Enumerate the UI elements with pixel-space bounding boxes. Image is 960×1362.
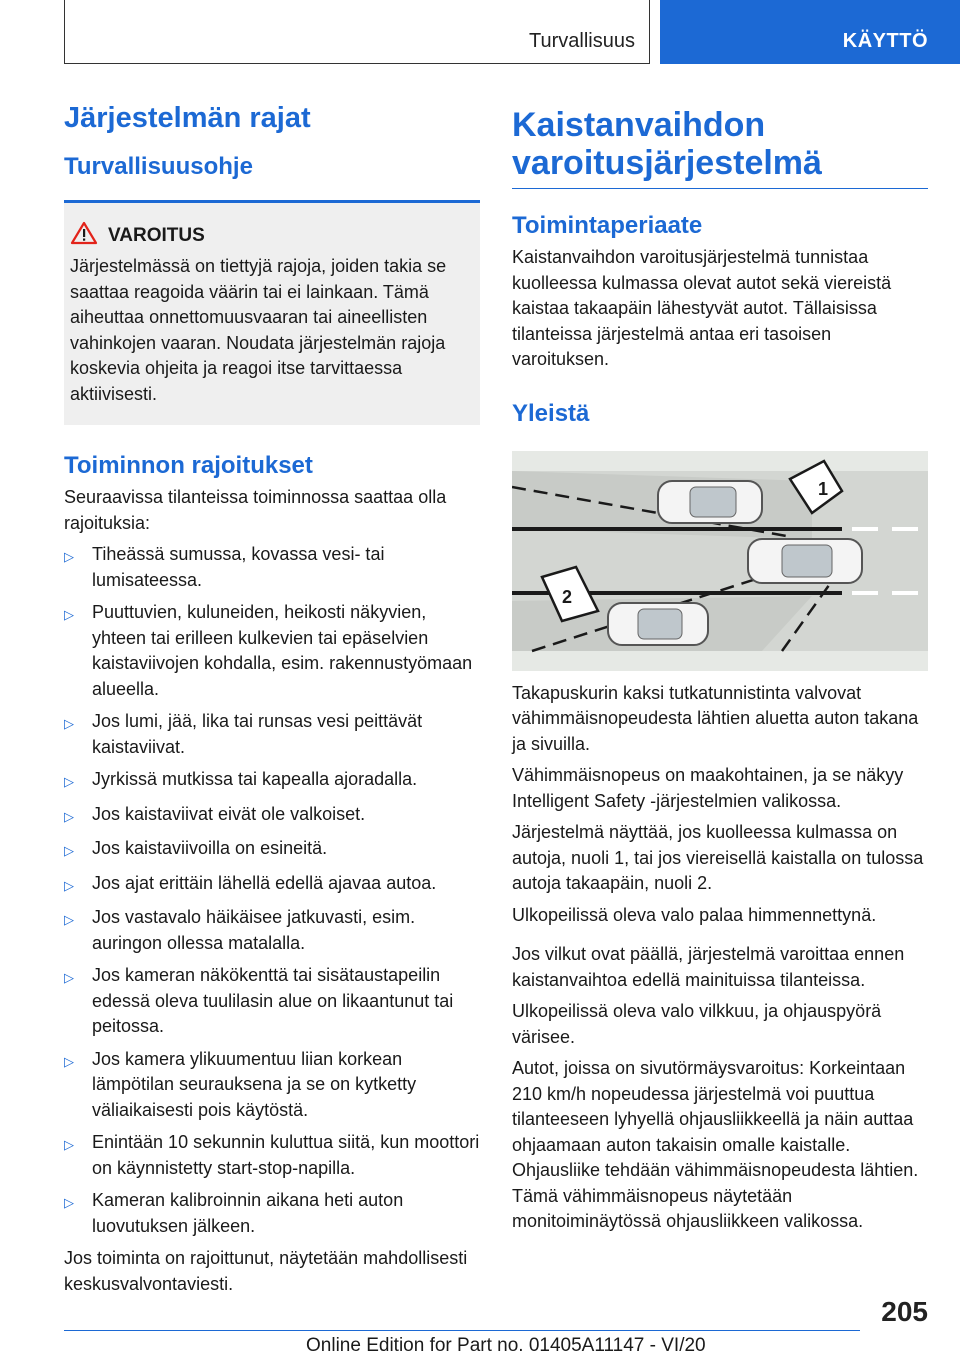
list-item xyxy=(64,836,480,864)
list-item-text: Jos kaistaviivoilla on esineitä. xyxy=(92,838,328,858)
list-item-text: Jos vastavalo häikäisee jatkuvasti, esim. auringon ollessa matalalla. xyxy=(92,907,416,953)
system-limits-heading: Järjestelmän rajat xyxy=(64,102,311,134)
function-limits-heading: Toiminnon rajoitukset xyxy=(64,452,313,479)
page-header xyxy=(0,0,960,66)
general-heading: Yleistä xyxy=(512,399,590,427)
triangle-bullet-icon: ▷ xyxy=(64,774,74,789)
list-item xyxy=(64,709,480,760)
list-item xyxy=(64,905,480,956)
list-item-text: Jos kameran näkökenttä tai sisätaustapeilin edessä oleva tuulilasin alue on likaantunut tai peitossa. xyxy=(92,965,454,1036)
list-item xyxy=(64,600,480,702)
warning-box xyxy=(64,200,480,425)
function-limits-intro: Seuraavissa tilanteissa toiminnossa saattaa olla rajoituksia: xyxy=(64,487,447,533)
triangle-bullet-icon: ▷ xyxy=(64,716,74,731)
list-item-text: Jos kaistaviivat eivät ole valkoiset. xyxy=(92,803,366,824)
triangle-bullet-icon: ▷ xyxy=(64,1053,74,1069)
list-item-text: Enintään 10 sekunnin kuluttua siitä, kun moottori on käynnistetty start-stop-napilla. xyxy=(92,1132,480,1178)
car-approaching xyxy=(608,603,708,645)
page-number: 205 xyxy=(881,1296,928,1327)
list-item-text: Jyrkissä mutkissa tai kapealla ajoradalla. xyxy=(92,769,418,789)
car-blind-spot xyxy=(658,481,762,523)
list-item xyxy=(64,767,480,795)
lane-line-solid xyxy=(512,527,842,531)
function-limits-outro: Jos toiminta on rajoittunut, näytetään mahdollisesti keskusvalvontaviesti. xyxy=(64,1248,468,1294)
car-own-vehicle xyxy=(748,539,862,583)
safety-note-heading: Turvallisuusohje xyxy=(64,153,253,180)
warning-header xyxy=(70,221,470,250)
header-section-box xyxy=(64,0,650,64)
paragraph: Autot, joissa on sivutörmäysvaroitus: Korkeintaan 210 km/h nopeudessa järjestelmä voi puuttua tilanteeseen lyhyellä ohjausliikkeellä ja näin auttaa ohjaamaan auton takaisin omalle kaistalle. Ohjausliike tehdään vähimmäisnopeudesta lähtien. Tämä vähimmäisnopeus näytetään monitoiminäytössä ohjausliikkeen valikossa. xyxy=(512,1058,919,1231)
list-item xyxy=(64,1047,480,1124)
header-section-title: Turvallisuus xyxy=(529,30,635,52)
list-item-text: Jos lumi, jää, lika tai runsas vesi peittävät kaistaviivat. xyxy=(92,711,423,757)
triangle-bullet-icon: ▷ xyxy=(64,843,74,858)
triangle-bullet-icon: ▷ xyxy=(64,549,74,564)
list-item xyxy=(64,1130,480,1181)
footer-edition: Online Edition for Part no. 01405A11147 - VI/20 xyxy=(306,1335,706,1356)
list-item-text: Puuttuvien, kuluneiden, heikosti näkyvien, yhteen tai erilleen kulkevien tai epäselvien kaistaviivojen kohdalla, esim. rakennustyömaan alueella. xyxy=(92,602,473,699)
warning-triangle-icon xyxy=(70,221,98,250)
list-item-text: Jos ajat erittäin lähellä edellä ajavaa autoa. xyxy=(92,872,437,893)
triangle-bullet-icon: ▷ xyxy=(64,877,74,893)
paragraph: Ulkopeilissä oleva valo palaa himmennettynä. xyxy=(512,904,877,925)
paragraph: Vähimmäisnopeus on maakohtainen, ja se näkyy Intelligent Safety -järjestelmien valikossa. xyxy=(512,765,904,811)
triangle-bullet-icon: ▷ xyxy=(64,1195,74,1210)
list-item xyxy=(64,802,480,830)
triangle-bullet-icon: ▷ xyxy=(64,970,74,985)
heading-rule xyxy=(512,188,928,189)
principle-heading: Toimintaperiaate xyxy=(512,212,703,239)
list-item xyxy=(64,963,480,1040)
function-limits-list xyxy=(64,542,480,1239)
paragraph: Järjestelmä näyttää, jos kuolleessa kulmassa on autoja, nuoli 1, tai jos viereisellä kaistalla on tulossa autoja takaapäin, nuoli 2. xyxy=(512,822,924,893)
list-item-text: Tiheässä sumussa, kovassa vesi- tai lumisateessa. xyxy=(92,544,385,590)
list-item-text: Jos kamera ylikuumentuu liian korkean lämpötilan seurauksena ja se on kytketty väliaikaisesti pois käytöstä. xyxy=(92,1048,417,1120)
warning-text: Järjestelmässä on tiettyjä rajoja, joiden takia se saattaa reagoida väärin tai ei lainkaan. Tämä aiheuttaa onnettomuusvaaran tai aineellisten vahinkojen vaaran. Noudata järjestelmän rajoja koskevia ohjeita ja reagoi itse tarvittaessa aktiivisesti. xyxy=(70,256,447,404)
arrow-2-label: 2 xyxy=(562,586,573,607)
road-diagram xyxy=(512,451,928,671)
paragraph: Takapuskurin kaksi tutkatunnistinta valvovat vähimmäisnopeudesta lähtien aluetta auton takana ja sivuilla. xyxy=(512,682,919,754)
paragraph: Ulkopeilissä oleva valo vilkkuu, ja ohjauspyörä värisee. xyxy=(512,1001,882,1047)
list-item-text: Kameran kalibroinnin aikana heti auton luovutuksen jälkeen. xyxy=(92,1190,404,1236)
triangle-bullet-icon: ▷ xyxy=(64,808,74,824)
right-column xyxy=(512,100,928,1235)
lane-change-illustration xyxy=(512,451,928,671)
triangle-bullet-icon: ▷ xyxy=(64,607,74,622)
list-item xyxy=(64,871,480,899)
footer-rule xyxy=(64,1330,860,1331)
principle-text: Kaistanvaihdon varoitusjärjestelmä tunnistaa kuolleessa kulmassa olevat autot sekä viereistä kaistaa takaapäin lähestyvät autot. Tällaisissa tilanteissa järjestelmä antaa eri tasoisen varoituksen. xyxy=(512,247,892,369)
list-item xyxy=(64,542,480,593)
header-chapter-title: KÄYTTÖ xyxy=(842,30,928,52)
header-chapter-box xyxy=(660,0,960,64)
left-column xyxy=(64,100,480,1297)
warning-title: VAROITUS xyxy=(108,224,205,246)
triangle-bullet-icon: ▷ xyxy=(64,1137,74,1152)
lane-change-warning-heading: Kaistanvaihdon varoitusjärjestelmä xyxy=(512,106,822,182)
list-item xyxy=(64,1188,480,1239)
arrow-1-label: 1 xyxy=(818,478,829,499)
paragraph: Jos vilkut ovat päällä, järjestelmä varoittaa ennen kaistanvaihtoa edellä mainituissa tilanteissa. xyxy=(512,944,905,990)
triangle-bullet-icon: ▷ xyxy=(64,912,74,927)
